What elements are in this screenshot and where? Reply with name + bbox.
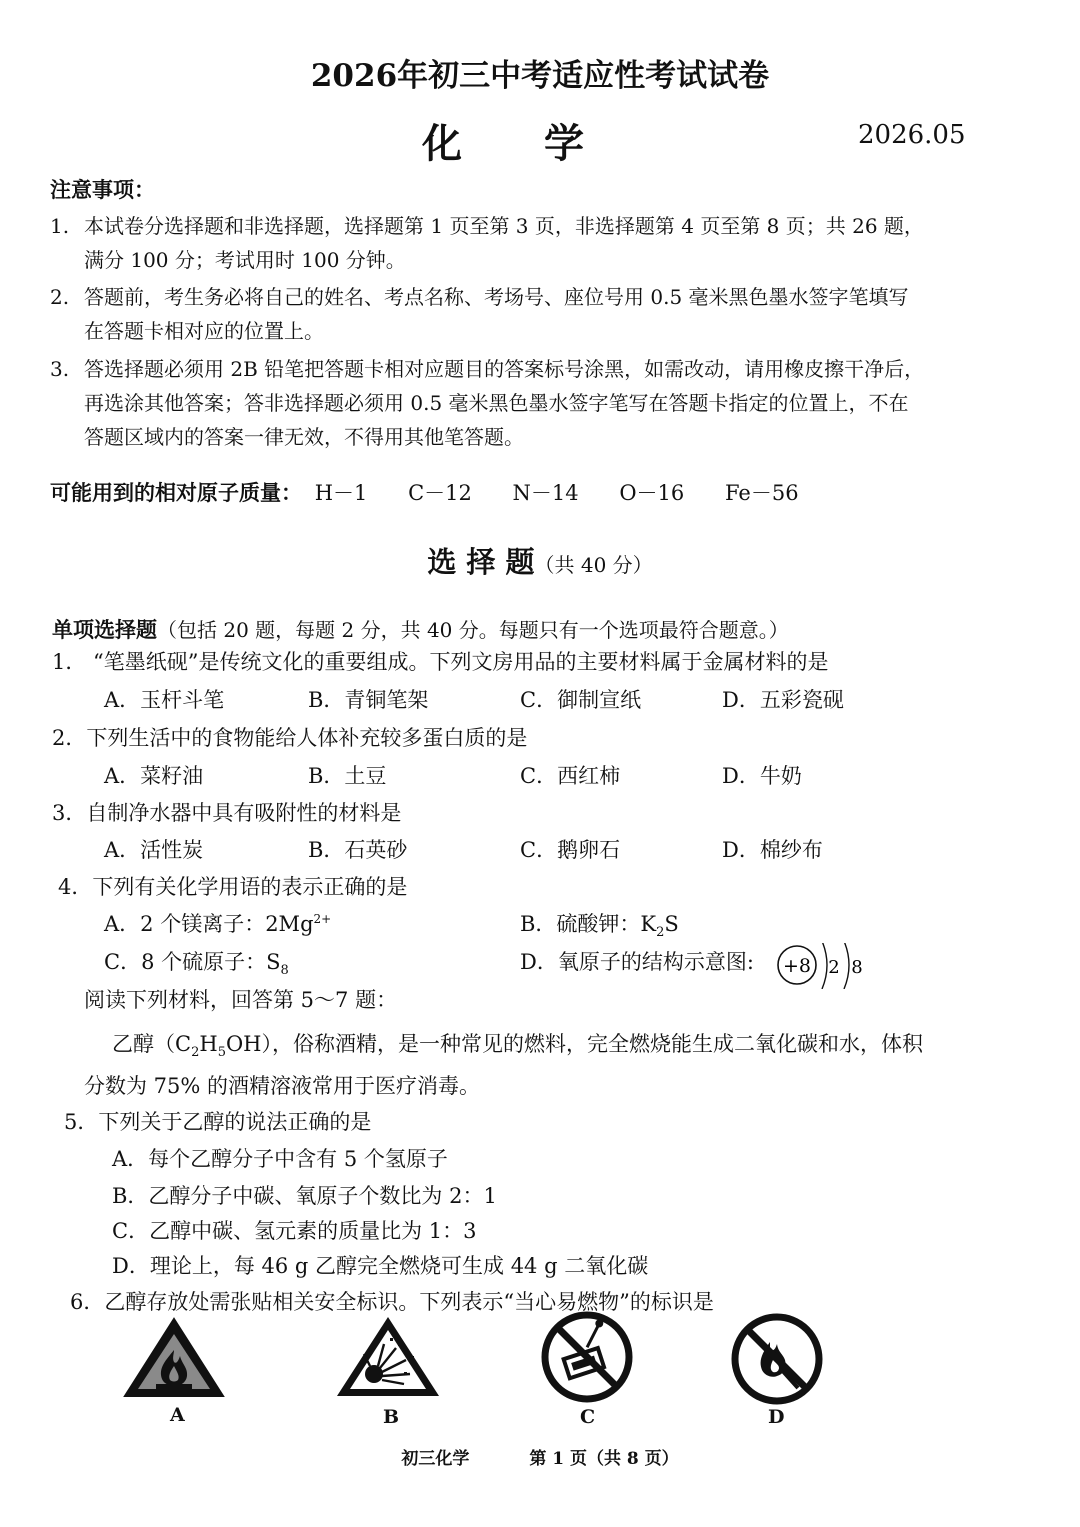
no-matches-icon bbox=[540, 1310, 634, 1404]
subscript: 2 bbox=[656, 925, 665, 941]
q4-option-c-text: C．8 个硫原子：S bbox=[104, 950, 281, 974]
q4-option-b bbox=[520, 908, 679, 940]
flammable-warning-icon bbox=[122, 1316, 226, 1400]
question-6-stem: 6．乙醇存放处需张贴相关安全标识。下列表示“当心易燃物”的标识是 bbox=[70, 1290, 714, 1314]
atomic-masses bbox=[50, 477, 799, 507]
q1-option-a: A．玉杆斗笔 bbox=[104, 688, 225, 712]
reading-text: OH），俗称酒精，是一种常见的燃料，完全燃烧能生成二氧化碳和水，体积 bbox=[225, 1032, 923, 1056]
page-footer bbox=[0, 1444, 1080, 1469]
atom-shell-2-count: 8 bbox=[851, 957, 863, 978]
notice-num-2: 2. bbox=[50, 285, 70, 309]
reading-paragraph-line-1 bbox=[112, 1028, 923, 1060]
q2-option-b: B．土豆 bbox=[308, 764, 387, 788]
question-2-stem: 2．下列生活中的食物能给人体补充较多蛋白质的是 bbox=[52, 726, 528, 750]
q3-option-c: C．鹅卵石 bbox=[520, 838, 621, 862]
reading-text: H bbox=[199, 1032, 218, 1056]
instruction-type: 单项选择题 bbox=[52, 617, 157, 642]
section-points: （共 40 分） bbox=[534, 553, 653, 577]
atomic-mass-value: O－16 bbox=[619, 481, 685, 505]
q5-option-c: C．乙醇中碳、氢元素的质量比为 1：3 bbox=[112, 1219, 477, 1243]
atom-shell-1-count: 2 bbox=[828, 957, 840, 978]
footer-page-number: 第 1 页（共 8 页） bbox=[529, 1449, 679, 1469]
notice-line: 满分 100 分；考试用时 100 分钟。 bbox=[84, 248, 406, 272]
sign-label-a: A bbox=[170, 1404, 185, 1426]
q2-option-d: D．牛奶 bbox=[722, 764, 802, 788]
notice-item-3 bbox=[50, 355, 924, 451]
notice-heading: 注意事项： bbox=[50, 177, 155, 202]
sign-label-c: C bbox=[580, 1406, 596, 1428]
q2-option-a: A．菜籽油 bbox=[104, 764, 204, 788]
q4-option-d: D．氧原子的结构示意图: bbox=[520, 950, 754, 974]
oxygen-atom-structure-diagram bbox=[776, 943, 876, 989]
question-4-stem: 4．下列有关化学用语的表示正确的是 bbox=[58, 875, 408, 899]
q4-option-a-text: A．2 个镁离子：2Mg bbox=[104, 912, 314, 936]
charge-superscript: 2+ bbox=[313, 912, 332, 926]
q4-option-a bbox=[104, 908, 331, 938]
notice-line: 答题前，考生务必将自己的姓名、考点名称、考场号、座位号用 0.5 毫米黑色墨水签字笔填写 bbox=[84, 285, 909, 309]
subscript: 2 bbox=[191, 1045, 200, 1061]
subject-char-2: 学 bbox=[544, 120, 584, 167]
q3-option-b: B．石英砂 bbox=[308, 838, 408, 862]
q1-option-d: D．五彩瓷砚 bbox=[722, 688, 844, 712]
notice-item-1 bbox=[50, 212, 924, 274]
reading-intro: 阅读下列材料，回答第 5～7 题： bbox=[84, 988, 398, 1012]
no-open-flame-icon bbox=[730, 1312, 824, 1406]
exam-title: 2026年初三中考适应性考试试卷 bbox=[310, 58, 770, 94]
q4-option-b-text: B．硫酸钾：K bbox=[520, 912, 657, 936]
q5-option-d: D．理论上，每 46 g 乙醇完全燃烧可生成 44 g 二氧化碳 bbox=[112, 1254, 649, 1278]
atomic-mass-value: C－12 bbox=[408, 481, 472, 505]
notice-line: 答选择题必须用 2B 铅笔把答题卡相对应题目的答案标号涂黑，如需改动，请用橡皮擦干净后， bbox=[84, 357, 925, 381]
reading-paragraph-line-2: 分数为 75% 的酒精溶液常用于医疗消毒。 bbox=[84, 1074, 481, 1098]
notice-num-1: 1. bbox=[50, 214, 70, 238]
section-name: 选 择 题 bbox=[427, 545, 535, 579]
q3-option-a: A．活性炭 bbox=[104, 838, 204, 862]
q1-option-b: B．青铜笔架 bbox=[308, 688, 429, 712]
footer-subject: 初三化学 bbox=[401, 1449, 470, 1469]
q2-option-c: C．西红柿 bbox=[520, 764, 621, 788]
q4-option-c bbox=[104, 946, 289, 978]
notice-line: 再选涂其他答案；答非选择题必须用 0.5 毫米黑色墨水签字笔写在答题卡指定的位置上，不在 bbox=[84, 391, 909, 415]
q5-option-a: A．每个乙醇分子中含有 5 个氢原子 bbox=[112, 1147, 448, 1171]
question-1-stem: 1． “笔墨纸砚”是传统文化的重要组成。下列文房用品的主要材料属于金属材料的是 bbox=[52, 650, 829, 674]
explosive-warning-icon bbox=[334, 1314, 442, 1400]
section-title bbox=[0, 540, 1080, 581]
subject-char-1: 化 bbox=[422, 120, 462, 167]
q1-option-c: C．御制宣纸 bbox=[520, 688, 642, 712]
question-5-stem: 5．下列关于乙醇的说法正确的是 bbox=[64, 1110, 372, 1134]
atomic-mass-value: Fe－56 bbox=[724, 481, 799, 505]
exam-date: 2026.05 bbox=[858, 120, 966, 150]
atom-nucleus-label: +8 bbox=[782, 955, 812, 977]
notice-num-3: 3. bbox=[50, 357, 70, 381]
notice-line: 本试卷分选择题和非选择题，选择题第 1 页至第 3 页，非选择题第 4 页至第 8 页；共 26 题， bbox=[84, 214, 924, 238]
atomic-mass-value: N－14 bbox=[512, 481, 579, 505]
instruction-text: （包括 20 题，每题 2 分，共 40 分。每题只有一个选项最符合题意。） bbox=[157, 618, 789, 642]
instruction bbox=[52, 614, 789, 644]
question-3-stem: 3．自制净水器中具有吸附性的材料是 bbox=[52, 801, 402, 825]
subject-title bbox=[422, 112, 584, 169]
atomic-masses-label: 可能用到的相对原子质量： bbox=[50, 480, 302, 505]
notice-line: 答题区域内的答案一律无效，不得用其他笔答题。 bbox=[84, 425, 524, 449]
q3-option-d: D．棉纱布 bbox=[722, 838, 823, 862]
sign-label-d: D bbox=[768, 1406, 785, 1428]
notice-item-2 bbox=[50, 283, 909, 345]
subscript: 5 bbox=[217, 1045, 226, 1061]
atomic-mass-value: H－1 bbox=[314, 481, 368, 505]
notice-line: 在答题卡相对应的位置上。 bbox=[84, 319, 324, 343]
q4-option-b-end: S bbox=[664, 912, 679, 936]
q5-option-b: B．乙醇分子中碳、氧原子个数比为 2：1 bbox=[112, 1184, 497, 1208]
sign-label-b: B bbox=[383, 1406, 400, 1428]
subscript: 8 bbox=[280, 963, 289, 979]
reading-text: 乙醇（C bbox=[112, 1032, 192, 1056]
